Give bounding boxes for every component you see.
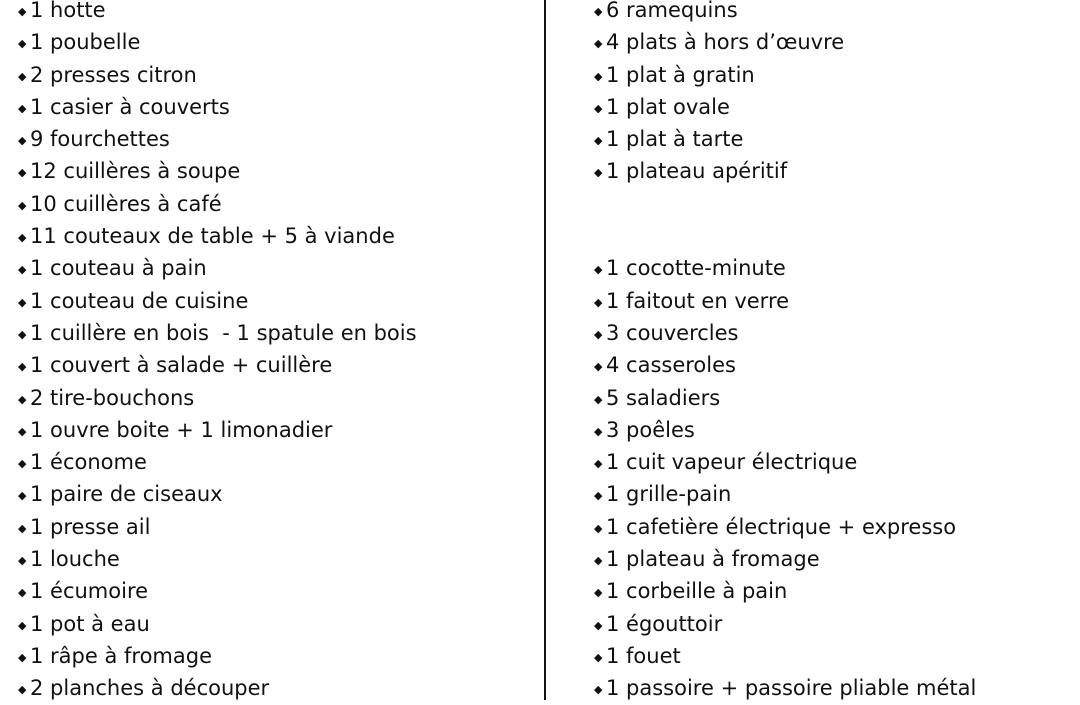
right-item-label: 1 plat à gratin xyxy=(606,62,755,87)
right-list-item xyxy=(594,317,1074,349)
bullet-icon: ◆ xyxy=(594,295,603,309)
bullet-icon: ◆ xyxy=(594,489,603,503)
left-item-label: 1 paire de ciseaux xyxy=(30,482,223,507)
left-item-label: 1 ouvre boite + 1 limonadier xyxy=(30,417,333,442)
left-item-label: 12 cuillères à soupe xyxy=(30,159,241,184)
bullet-icon: ◆ xyxy=(594,69,603,83)
column-divider xyxy=(544,0,546,700)
right-list-item xyxy=(594,59,1074,91)
bullet-icon: ◆ xyxy=(18,166,27,180)
left-item-label: 1 râpe à fromage xyxy=(30,643,212,668)
bullet-icon: ◆ xyxy=(594,37,603,51)
left-item-label: 9 fourchettes xyxy=(30,127,170,152)
bullet-icon: ◆ xyxy=(594,134,603,148)
left-item-label: 1 pot à eau xyxy=(30,611,150,636)
right-item-label: 1 fouet xyxy=(606,643,681,668)
left-list-item xyxy=(18,123,538,155)
left-item-label: 1 hotte xyxy=(30,0,106,22)
right-list-item xyxy=(594,511,1074,543)
bullet-icon: ◆ xyxy=(18,457,27,471)
left-list-item xyxy=(18,478,538,510)
bullet-icon: ◆ xyxy=(594,650,603,664)
right-item-label: 1 corbeille à pain xyxy=(606,579,788,604)
right-list-item xyxy=(594,26,1074,58)
bullet-icon: ◆ xyxy=(18,618,27,632)
right-list-item xyxy=(594,446,1074,478)
bullet-icon: ◆ xyxy=(18,650,27,664)
bullet-icon: ◆ xyxy=(18,360,27,374)
left-list-item xyxy=(18,317,538,349)
left-list-item xyxy=(18,91,538,123)
bullet-icon: ◆ xyxy=(594,101,603,115)
bullet-icon: ◆ xyxy=(594,392,603,406)
bullet-icon: ◆ xyxy=(594,554,603,568)
right-list-item xyxy=(594,0,1074,26)
bullet-icon: ◆ xyxy=(18,521,27,535)
bullet-icon: ◆ xyxy=(594,263,603,277)
left-item-label: 11 couteaux de table + 5 à viande xyxy=(30,224,395,249)
left-item-label: 1 presse ail xyxy=(30,514,151,539)
bullet-icon: ◆ xyxy=(18,295,27,309)
right-item-label: 1 cuit vapeur électrique xyxy=(606,450,858,475)
left-item-label: 1 louche xyxy=(30,547,120,572)
bullet-icon: ◆ xyxy=(18,424,27,438)
right-list-item xyxy=(594,478,1074,510)
left-item-label: 1 économe xyxy=(30,450,147,475)
left-item-label: 1 couteau de cuisine xyxy=(30,288,249,313)
right-list-item xyxy=(594,349,1074,381)
right-item-list xyxy=(594,0,1074,705)
bullet-icon: ◆ xyxy=(594,521,603,535)
bullet-icon: ◆ xyxy=(18,101,27,115)
right-list-item xyxy=(594,640,1074,672)
left-list-item xyxy=(18,155,538,187)
bullet-icon: ◆ xyxy=(18,37,27,51)
right-item-label: 6 ramequins xyxy=(606,0,738,22)
right-list-item xyxy=(594,575,1074,607)
left-item-label: 1 couteau à pain xyxy=(30,256,207,281)
bullet-icon: ◆ xyxy=(594,586,603,600)
bullet-icon: ◆ xyxy=(594,683,603,697)
right-item-label: 4 plats à hors d’œuvre xyxy=(606,30,845,55)
left-list-item xyxy=(18,349,538,381)
bullet-icon: ◆ xyxy=(18,5,27,18)
left-item-label: 10 cuillères à café xyxy=(30,191,222,216)
right-list-item xyxy=(594,608,1074,640)
left-list-item xyxy=(18,220,538,252)
left-list-item xyxy=(18,285,538,317)
right-item-label: 1 plat à tarte xyxy=(606,127,744,152)
bullet-icon: ◆ xyxy=(594,618,603,632)
right-list-item xyxy=(594,414,1074,446)
bullet-icon: ◆ xyxy=(18,489,27,503)
bullet-icon: ◆ xyxy=(594,457,603,471)
right-item-label: 3 poêles xyxy=(606,417,695,442)
bullet-icon: ◆ xyxy=(18,231,27,245)
bullet-icon: ◆ xyxy=(594,166,603,180)
left-list-item xyxy=(18,608,538,640)
left-item-label: 2 tire-bouchons xyxy=(30,385,195,410)
bullet-icon: ◆ xyxy=(18,263,27,277)
right-item-label: 1 passoire + passoire pliable métal xyxy=(606,676,977,701)
right-item-label: 4 casseroles xyxy=(606,353,736,378)
right-item-label: 1 plateau à fromage xyxy=(606,547,820,572)
right-list-spacer xyxy=(594,220,1074,252)
left-list-item xyxy=(18,511,538,543)
left-list-item xyxy=(18,59,538,91)
left-item-label: 2 planches à découper xyxy=(30,676,270,701)
bullet-icon: ◆ xyxy=(18,198,27,212)
left-item-label: 1 cuillère en bois - 1 spatule en bois xyxy=(30,320,417,345)
bullet-icon: ◆ xyxy=(18,586,27,600)
right-item-label: 1 cafetière électrique + expresso xyxy=(606,514,957,539)
right-list-item xyxy=(594,155,1074,187)
bullet-icon: ◆ xyxy=(18,392,27,406)
bullet-icon: ◆ xyxy=(594,5,603,18)
bullet-icon: ◆ xyxy=(18,134,27,148)
left-list-item xyxy=(18,575,538,607)
right-list-spacer xyxy=(594,188,1074,220)
bullet-icon: ◆ xyxy=(594,360,603,374)
left-list-item xyxy=(18,382,538,414)
right-list-item xyxy=(594,123,1074,155)
left-list-item xyxy=(18,414,538,446)
left-item-label: 1 poubelle xyxy=(30,30,141,55)
left-list-item xyxy=(18,26,538,58)
left-item-label: 1 couvert à salade + cuillère xyxy=(30,353,333,378)
right-item-label: 1 égouttoir xyxy=(606,611,723,636)
right-item-label: 1 faitout en verre xyxy=(606,288,790,313)
left-item-label: 1 casier à couverts xyxy=(30,94,230,119)
right-item-label: 5 saladiers xyxy=(606,385,721,410)
right-list-item xyxy=(594,285,1074,317)
bullet-icon: ◆ xyxy=(18,327,27,341)
left-list-item xyxy=(18,252,538,284)
left-item-label: 2 presses citron xyxy=(30,62,197,87)
right-list-item xyxy=(594,543,1074,575)
bullet-icon: ◆ xyxy=(18,683,27,697)
bullet-icon: ◆ xyxy=(594,327,603,341)
right-list-item xyxy=(594,382,1074,414)
left-list-item xyxy=(18,188,538,220)
right-item-label: 1 plateau apéritif xyxy=(606,159,788,184)
left-list-item xyxy=(18,543,538,575)
bullet-icon: ◆ xyxy=(18,554,27,568)
right-item-label: 1 grille-pain xyxy=(606,482,732,507)
left-item-label: 1 écumoire xyxy=(30,579,149,604)
right-list-item xyxy=(594,91,1074,123)
bullet-icon: ◆ xyxy=(594,424,603,438)
left-list-item xyxy=(18,0,538,26)
right-list-item xyxy=(594,252,1074,284)
bullet-icon: ◆ xyxy=(18,69,27,83)
right-item-label: 1 cocotte-minute xyxy=(606,256,786,281)
right-item-label: 1 plat ovale xyxy=(606,94,730,119)
left-list-item xyxy=(18,446,538,478)
left-item-list xyxy=(18,0,538,705)
left-list-item xyxy=(18,640,538,672)
right-item-label: 3 couvercles xyxy=(606,320,739,345)
